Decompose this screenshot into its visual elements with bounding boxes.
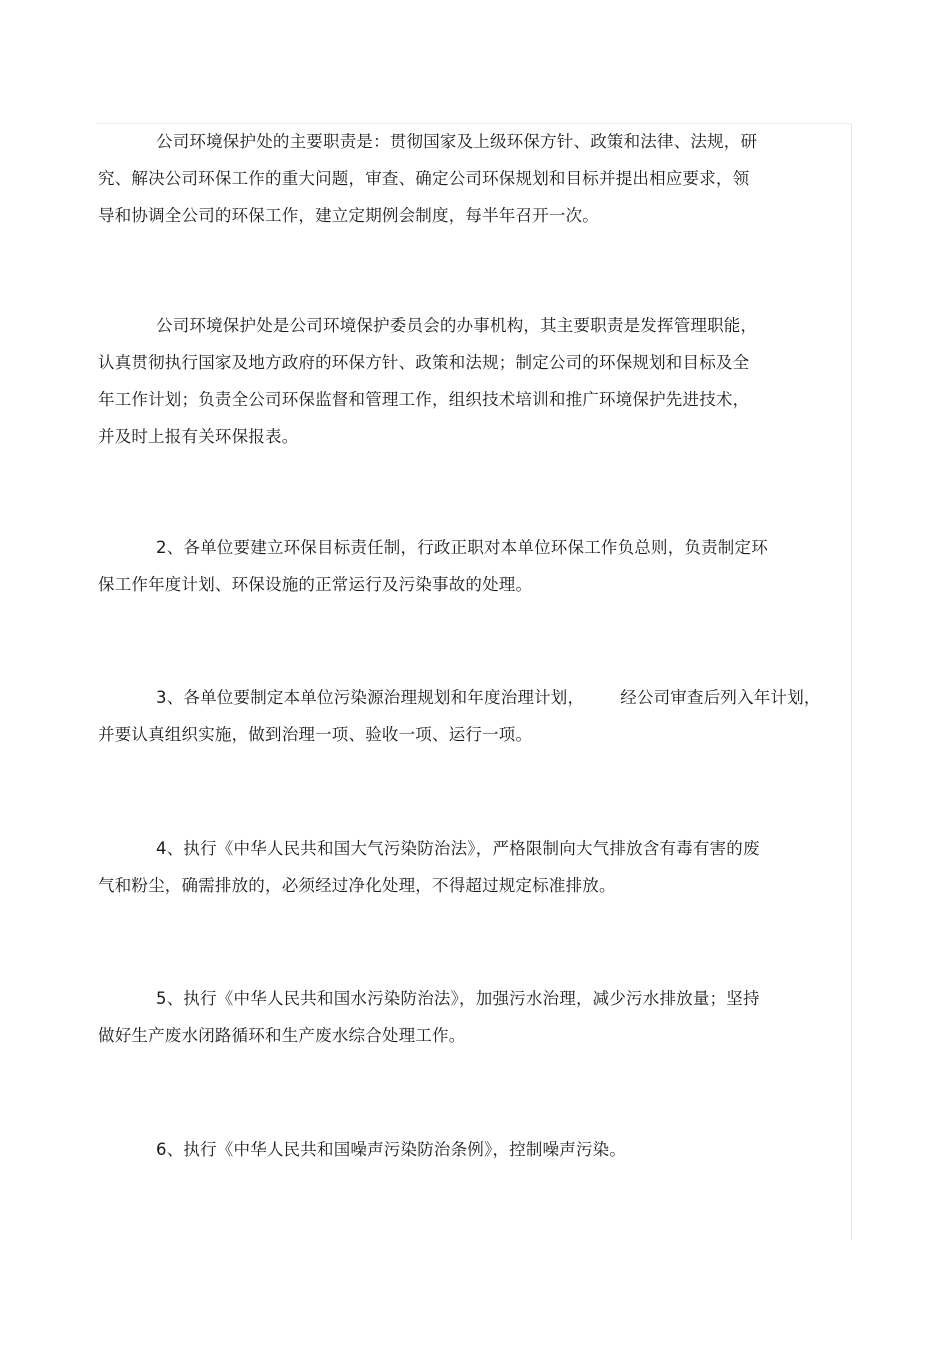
text-line: 做好生产废水闭路循环和生产废水综合处理工作。 (98, 1026, 466, 1045)
text-line: 究、解决公司环保工作的重大问题，审查、确定公司环保规划和目标并提出相应要求，领 (98, 169, 750, 188)
text-line: 认真贯彻执行国家及地方政府的环保方针、政策和法规；制定公司的环保规划和目标及全 (98, 353, 750, 372)
text-line: 6、执行《中华人民共和国噪声污染防治条例》，控制噪声污染。 (156, 1140, 627, 1159)
text-line: 公司环境保护处是公司环境保护委员会的办事机构，其主要职责是发挥管理职能， (156, 316, 758, 335)
text-line: 4、执行《中华人民共和国大气污染防治法》，严格限制向大气排放含有毒有害的废 (156, 839, 760, 858)
paragraph-item-3 (98, 679, 838, 753)
text-segment: 3、各单位要制定本单位污染源治理规划和年度治理计划， (156, 688, 585, 707)
text-line: 年工作计划；负责全公司环保监督和管理工作，组织技术培训和推广环境保护先进技术， (98, 390, 750, 409)
paragraph-environment-office-functions (98, 307, 838, 455)
text-line: 保工作年度计划、环保设施的正常运行及污染事故的处理。 (98, 575, 533, 594)
paragraph-environment-office-duties (98, 123, 838, 234)
text-line: 气和粉尘，确需排放的，必须经过净化处理，不得超过规定标准排放。 (98, 876, 616, 895)
text-line (98, 679, 838, 716)
paragraph-item-5 (98, 980, 838, 1054)
text-line: 并及时上报有关环保报表。 (98, 427, 299, 446)
paragraph-item-2 (98, 529, 838, 603)
text-segment: 经公司审查后列入年计划， (620, 688, 821, 707)
paragraph-item-6 (98, 1131, 838, 1168)
paragraph-item-4 (98, 830, 838, 904)
text-line: 并要认真组织实施，做到治理一项、验收一项、运行一项。 (98, 725, 533, 744)
text-line: 5、执行《中华人民共和国水污染防治法》，加强污水治理，减少污水排放量；坚持 (156, 989, 760, 1008)
text-line: 导和协调全公司的环保工作，建立定期例会制度，每半年召开一次。 (98, 206, 599, 225)
text-line: 2、各单位要建立环保目标责任制，行政正职对本单位环保工作负总则，负责制定环 (156, 538, 768, 557)
text-line: 公司环境保护处的主要职责是：贯彻国家及上级环保方针、政策和法律、法规，研 (156, 132, 758, 151)
